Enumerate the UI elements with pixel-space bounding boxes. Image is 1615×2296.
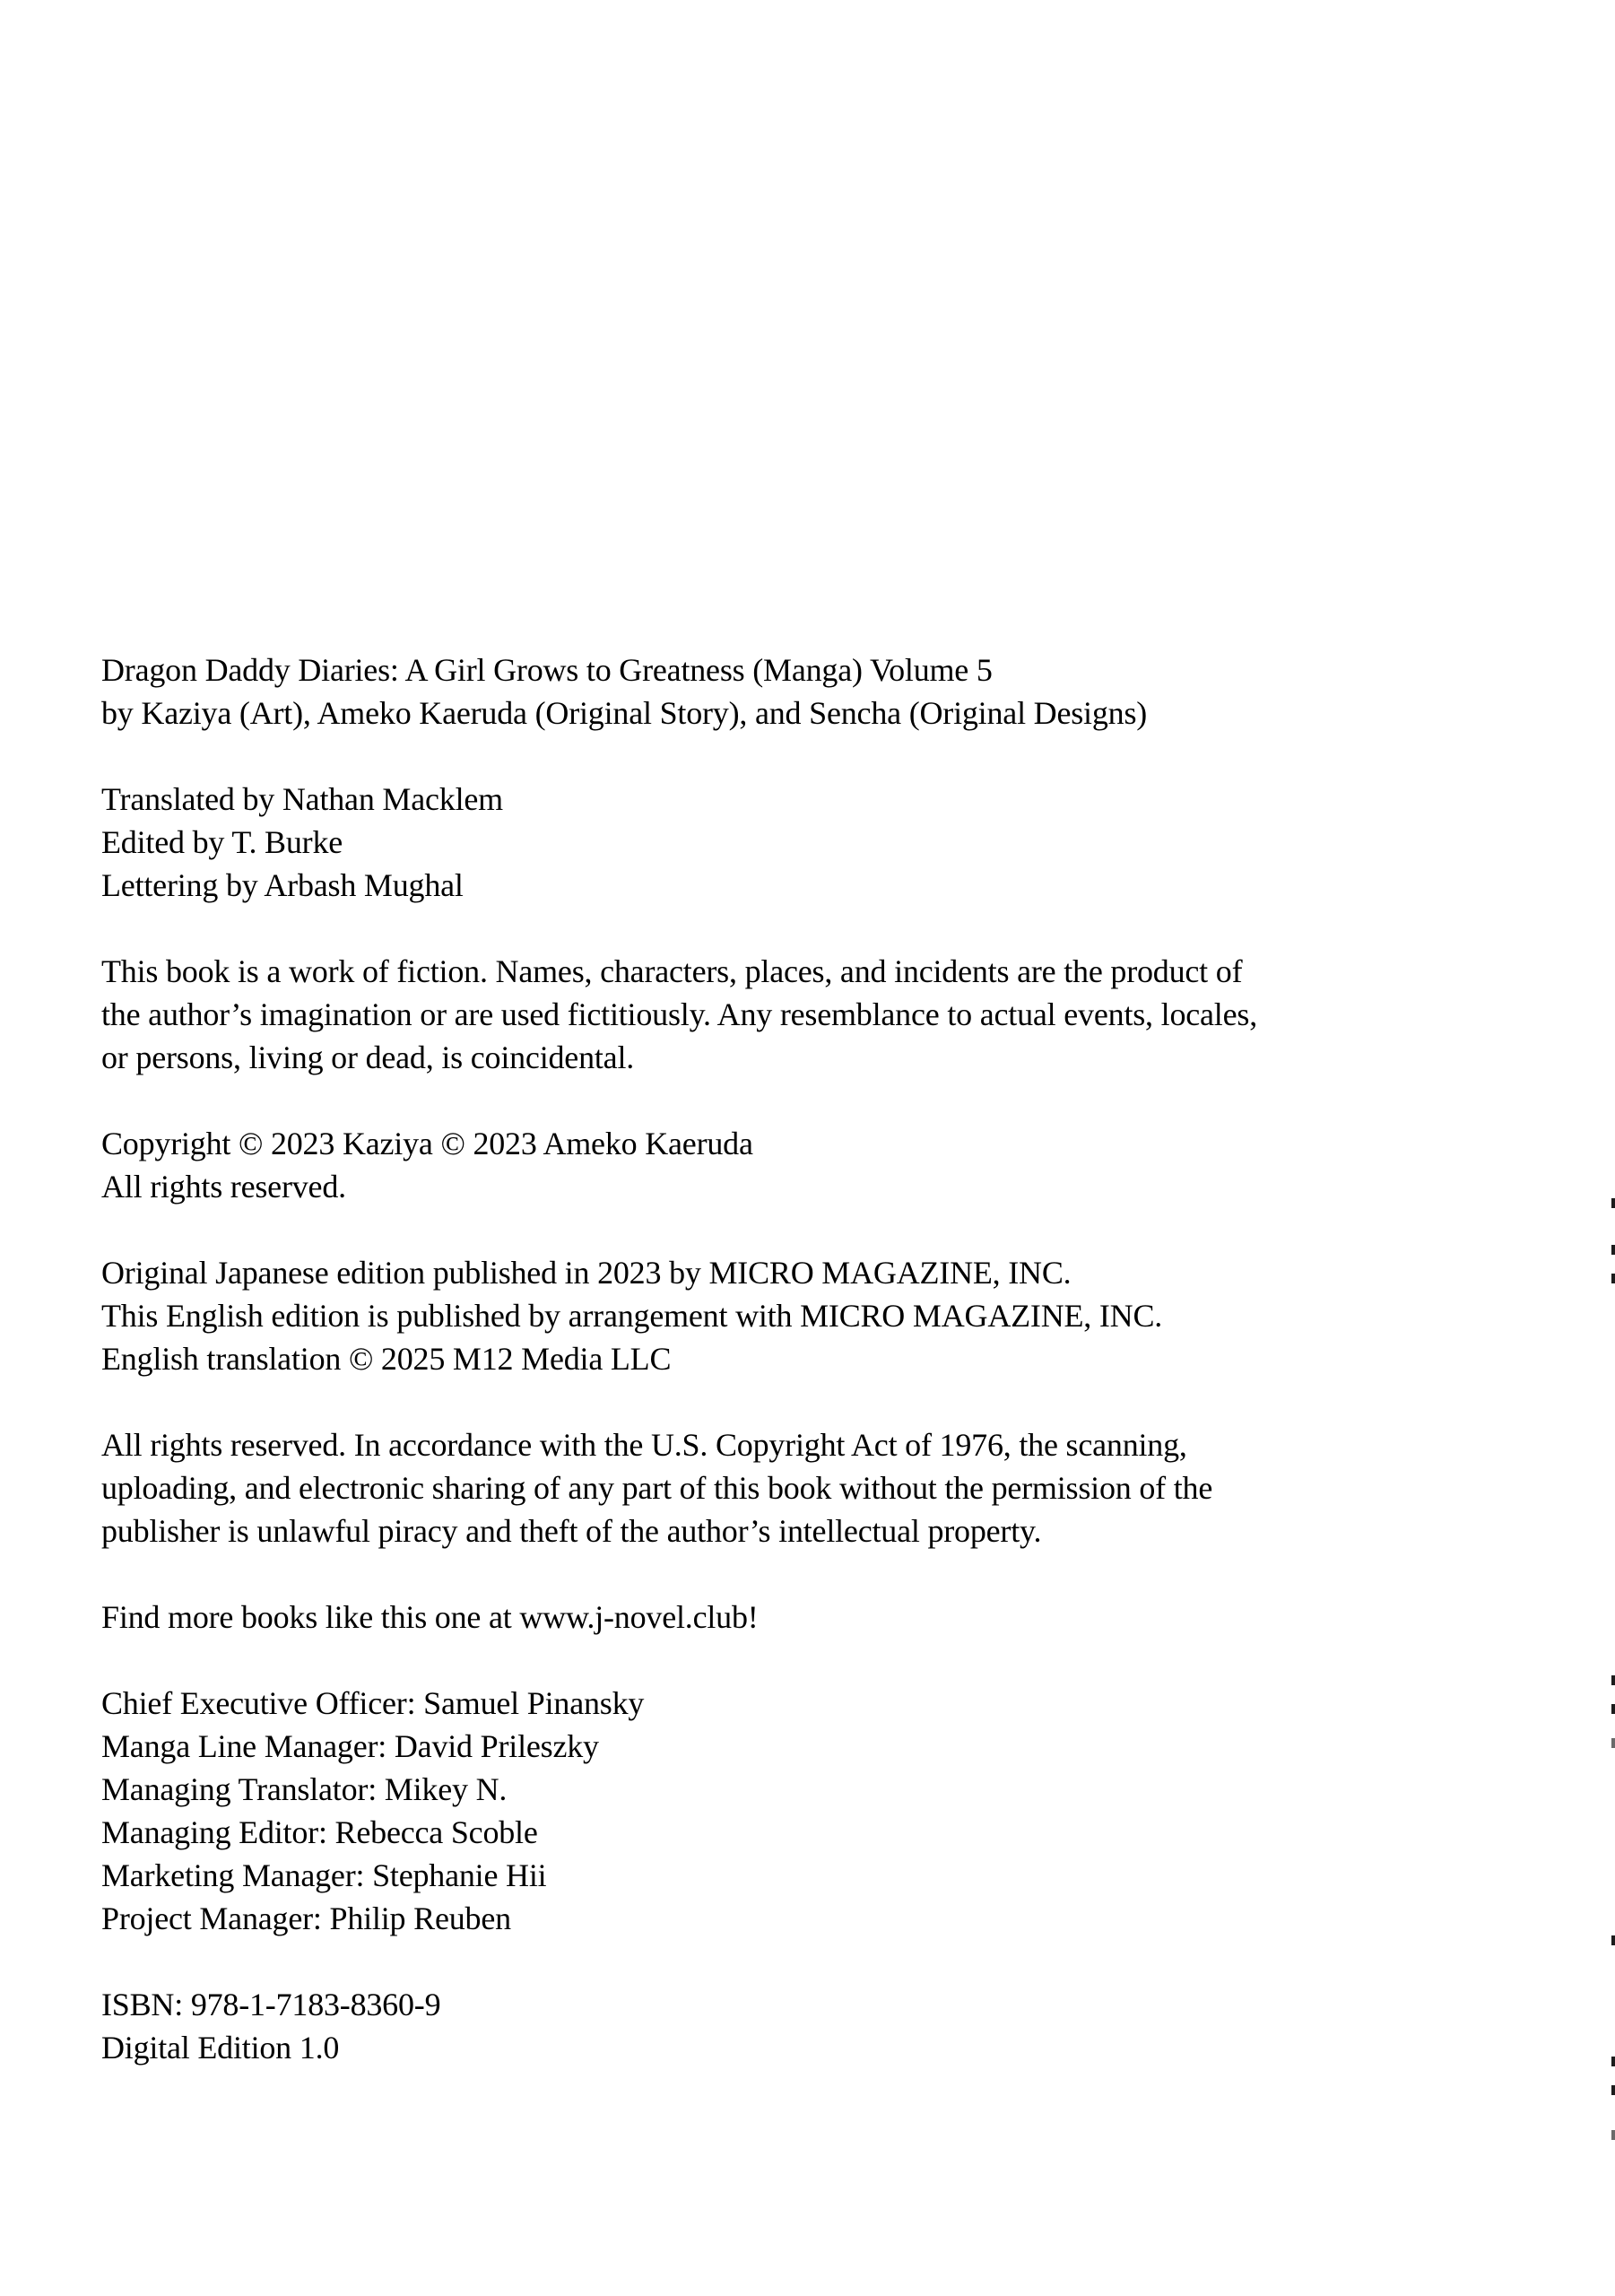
edition-notice-block — [101, 1251, 1257, 1380]
cutoff-text-fragment — [1611, 2130, 1615, 2140]
text-line: All rights reserved. — [101, 1169, 346, 1205]
text-line: Marketing Manager: Stephanie Hii — [101, 1857, 547, 1893]
text-line: by Kaziya (Art), Ameko Kaeruda (Original Story), and Sencha (Original Designs) — [101, 695, 1148, 731]
cutoff-text-fragment — [1611, 1675, 1615, 1685]
book-title-block — [101, 648, 1257, 735]
text-line: All rights reserved. In accordance with the U.S. Copyright Act of 1976, the scanning, — [101, 1427, 1187, 1463]
text-line: This book is a work of fiction. Names, characters, places, and incidents are the product of — [101, 953, 1243, 989]
page-edge-artifacts — [1610, 0, 1615, 2296]
text-line: Copyright © 2023 Kaziya © 2023 Ameko Kaeruda — [101, 1126, 753, 1161]
cutoff-text-fragment — [1611, 2057, 1615, 2066]
text-line: Original Japanese edition published in 2023 by MICRO MAGAZINE, INC. — [101, 1255, 1072, 1291]
text-line: Managing Translator: Mikey N. — [101, 1771, 508, 1807]
text-line: Managing Editor: Rebecca Scoble — [101, 1814, 538, 1850]
text-line: Translated by Nathan Macklem — [101, 781, 503, 817]
text-line: Edited by T. Burke — [101, 824, 343, 860]
rights-notice-block — [101, 1423, 1257, 1552]
text-line: uploading, and electronic sharing of any part of this book without the permission of the — [101, 1470, 1213, 1506]
cutoff-text-fragment — [1611, 1245, 1615, 1255]
text-line: Chief Executive Officer: Samuel Pinansky — [101, 1685, 645, 1721]
isbn-block — [101, 1983, 1257, 2069]
text-line: or persons, living or dead, is coincidental. — [101, 1039, 635, 1075]
cutoff-text-fragment — [1611, 1274, 1615, 1283]
text-line: Find more books like this one at www.j-novel.club! — [101, 1599, 759, 1635]
text-line: English translation © 2025 M12 Media LLC — [101, 1341, 672, 1377]
staff-credits-block — [101, 1682, 1257, 1940]
colophon-text — [101, 648, 1257, 2069]
text-line: Project Manager: Philip Reuben — [101, 1900, 511, 1936]
text-line: Manga Line Manager: David Prileszky — [101, 1728, 599, 1764]
promo-line-block — [101, 1596, 1257, 1639]
cutoff-text-fragment — [1611, 1704, 1615, 1714]
fiction-disclaimer-block — [101, 950, 1257, 1079]
copyright-notice-block — [101, 1122, 1257, 1208]
text-line: Lettering by Arbash Mughal — [101, 867, 464, 903]
cutoff-text-fragment — [1611, 1738, 1615, 1748]
cutoff-text-fragment — [1611, 1198, 1615, 1208]
text-line: ISBN: 978-1-7183-8360-9 — [101, 1987, 441, 2022]
text-line: This English edition is published by arrangement with MICRO MAGAZINE, INC. — [101, 1298, 1163, 1334]
text-line: Digital Edition 1.0 — [101, 2030, 340, 2066]
text-line: publisher is unlawful piracy and theft of the author’s intellectual property. — [101, 1513, 1042, 1549]
credits-block — [101, 778, 1257, 907]
text-line: the author’s imagination or are used fictitiously. Any resemblance to actual events, locales, — [101, 996, 1258, 1032]
cutoff-text-fragment — [1611, 1935, 1615, 1945]
text-line: Dragon Daddy Diaries: A Girl Grows to Greatness (Manga) Volume 5 — [101, 652, 993, 688]
cutoff-text-fragment — [1611, 2085, 1615, 2095]
